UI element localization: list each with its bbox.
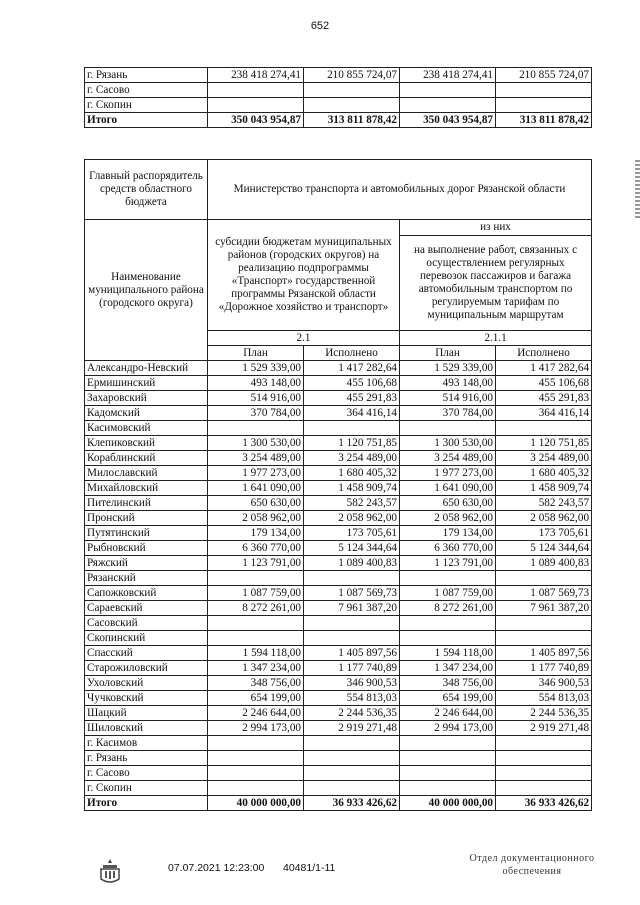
done-value-cell: 36 933 426,62 xyxy=(496,796,592,811)
done-value-cell: 3 254 489,00 xyxy=(304,451,400,466)
done-value-cell: 7 961 387,20 xyxy=(304,601,400,616)
plan-value-cell: 179 134,00 xyxy=(208,526,304,541)
district-name-cell: г. Скопин xyxy=(85,781,208,796)
district-name-cell: г. Сасово xyxy=(85,766,208,781)
done-value-cell: 1 417 282,64 xyxy=(304,361,400,376)
plan-value-cell: 650 630,00 xyxy=(208,496,304,511)
table-row xyxy=(85,406,592,421)
plan-value-cell: 350 043 954,87 xyxy=(208,113,304,128)
done-header: Исполнено xyxy=(304,346,400,361)
plan-value-cell: 3 254 489,00 xyxy=(208,451,304,466)
plan-value-cell: 370 784,00 xyxy=(400,406,496,421)
plan-value-cell: 2 994 173,00 xyxy=(400,721,496,736)
done-value-cell: 582 243,57 xyxy=(496,496,592,511)
table-row xyxy=(85,436,592,451)
district-name-cell: г. Касимов xyxy=(85,736,208,751)
table-row xyxy=(85,781,592,796)
footer-doc-number: 40481/1-11 xyxy=(283,862,336,874)
done-value-cell: 7 961 387,20 xyxy=(496,601,592,616)
done-value-cell: 2 244 536,35 xyxy=(496,706,592,721)
done-value-cell: 1 087 569,73 xyxy=(304,586,400,601)
done-value-cell: 1 458 909,74 xyxy=(496,481,592,496)
district-name-cell: Сапожковский xyxy=(85,586,208,601)
done-value-cell: 346 900,53 xyxy=(496,676,592,691)
done-value-cell: 1 405 897,56 xyxy=(304,646,400,661)
scan-edge-mark xyxy=(635,160,640,220)
done-value-cell: 582 243,57 xyxy=(304,496,400,511)
plan-value-cell: 40 000 000,00 xyxy=(208,796,304,811)
plan-value-cell: 2 058 962,00 xyxy=(400,511,496,526)
admin-value: Министерство транспорта и автомобильных дорог Рязанской области xyxy=(208,160,592,220)
done-value-cell: 5 124 344,64 xyxy=(304,541,400,556)
district-name-cell: Итого xyxy=(85,796,208,811)
plan-value-cell: 1 641 090,00 xyxy=(400,481,496,496)
done-value-cell: 554 813,03 xyxy=(304,691,400,706)
table-row xyxy=(85,391,592,406)
plan-value-cell xyxy=(400,781,496,796)
table-row xyxy=(85,706,592,721)
done-value-cell: 1 680 405,32 xyxy=(304,466,400,481)
plan-value-cell: 2 246 644,00 xyxy=(208,706,304,721)
plan-value-cell xyxy=(208,98,304,113)
code-2-1-1: 2.1.1 xyxy=(400,331,592,346)
plan-value-cell: 179 134,00 xyxy=(400,526,496,541)
done-value-cell xyxy=(304,631,400,646)
plan-value-cell: 1 529 339,00 xyxy=(400,361,496,376)
plan-value-cell: 1 977 273,00 xyxy=(400,466,496,481)
done-value-cell xyxy=(304,571,400,586)
table-row xyxy=(85,496,592,511)
done-value-cell xyxy=(496,83,592,98)
plan-value-cell xyxy=(400,421,496,436)
plan-value-cell: 1 123 791,00 xyxy=(400,556,496,571)
district-name-cell: Захаровский xyxy=(85,391,208,406)
district-name-cell: Итого xyxy=(85,113,208,128)
plan-value-cell: 348 756,00 xyxy=(400,676,496,691)
plan-value-cell: 2 994 173,00 xyxy=(208,721,304,736)
plan-value-cell xyxy=(400,98,496,113)
table-row xyxy=(85,83,592,98)
district-name-cell: Клепиковский xyxy=(85,436,208,451)
table-row xyxy=(85,98,592,113)
done-value-cell: 455 291,83 xyxy=(496,391,592,406)
plan-value-cell xyxy=(208,766,304,781)
plan-value-cell: 1 347 234,00 xyxy=(400,661,496,676)
district-name-cell: Александро-Невский xyxy=(85,361,208,376)
table-row xyxy=(85,571,592,586)
done-value-cell: 1 120 751,85 xyxy=(496,436,592,451)
done-value-cell xyxy=(496,571,592,586)
table-row xyxy=(85,766,592,781)
table-row xyxy=(85,376,592,391)
plan-value-cell: 654 199,00 xyxy=(208,691,304,706)
district-name-cell: г. Рязань xyxy=(85,68,208,83)
district-name-cell: Касимовский xyxy=(85,421,208,436)
district-name-cell: Рязанский xyxy=(85,571,208,586)
plan-value-cell: 1 529 339,00 xyxy=(208,361,304,376)
plan-value-cell: 1 347 234,00 xyxy=(208,661,304,676)
stamp-line-1: Отдел документационного xyxy=(469,853,595,864)
footer-datetime: 07.07.2021 12:23:00 xyxy=(168,862,265,874)
done-value-cell: 36 933 426,62 xyxy=(304,796,400,811)
plan-header: План xyxy=(400,346,496,361)
plan-value-cell: 493 148,00 xyxy=(400,376,496,391)
district-name-cell: Шацкий xyxy=(85,706,208,721)
plan-value-cell: 370 784,00 xyxy=(208,406,304,421)
plan-value-cell: 3 254 489,00 xyxy=(400,451,496,466)
district-name-cell: г. Рязань xyxy=(85,751,208,766)
done-value-cell: 1 680 405,32 xyxy=(496,466,592,481)
district-name-cell: Скопинский xyxy=(85,631,208,646)
plan-value-cell: 348 756,00 xyxy=(208,676,304,691)
page-number: 652 xyxy=(310,20,330,32)
plan-value-cell xyxy=(400,766,496,781)
done-value-cell: 2 058 962,00 xyxy=(304,511,400,526)
done-value-cell: 173 705,61 xyxy=(496,526,592,541)
district-name-cell: Пронский xyxy=(85,511,208,526)
plan-value-cell: 8 272 261,00 xyxy=(208,601,304,616)
table-row xyxy=(85,661,592,676)
plan-value-cell xyxy=(208,571,304,586)
district-label: Наименование муниципального района (городского округа) xyxy=(85,220,208,361)
plan-value-cell: 1 594 118,00 xyxy=(400,646,496,661)
done-value-cell xyxy=(304,781,400,796)
plan-value-cell xyxy=(208,631,304,646)
district-name-cell: Рыбновский xyxy=(85,541,208,556)
plan-value-cell: 1 123 791,00 xyxy=(208,556,304,571)
table-row xyxy=(85,721,592,736)
district-name-cell: Ермишинский xyxy=(85,376,208,391)
plan-value-cell: 1 594 118,00 xyxy=(208,646,304,661)
plan-value-cell xyxy=(400,571,496,586)
admin-label: Главный распорядитель средств областного бюджета xyxy=(85,160,208,220)
done-value-cell: 210 855 724,07 xyxy=(304,68,400,83)
plan-value-cell: 350 043 954,87 xyxy=(400,113,496,128)
district-name-cell: Старожиловский xyxy=(85,661,208,676)
done-value-cell xyxy=(304,766,400,781)
done-value-cell: 2 919 271,48 xyxy=(496,721,592,736)
plan-value-cell: 1 977 273,00 xyxy=(208,466,304,481)
done-value-cell xyxy=(496,751,592,766)
done-value-cell xyxy=(304,421,400,436)
table-row xyxy=(85,466,592,481)
plan-value-cell: 238 418 274,41 xyxy=(208,68,304,83)
district-name-cell: г. Сасово xyxy=(85,83,208,98)
plan-value-cell: 238 418 274,41 xyxy=(400,68,496,83)
done-value-cell: 1 089 400,83 xyxy=(304,556,400,571)
plan-value-cell xyxy=(400,736,496,751)
table-row xyxy=(85,691,592,706)
done-value-cell: 1 458 909,74 xyxy=(304,481,400,496)
plan-value-cell: 1 087 759,00 xyxy=(208,586,304,601)
done-value-cell: 1 405 897,56 xyxy=(496,646,592,661)
district-name-cell: Чучковский xyxy=(85,691,208,706)
done-value-cell xyxy=(496,616,592,631)
plan-value-cell: 1 641 090,00 xyxy=(208,481,304,496)
table-row xyxy=(85,736,592,751)
plan-value-cell: 2 058 962,00 xyxy=(208,511,304,526)
done-value-cell xyxy=(304,736,400,751)
done-value-cell xyxy=(304,83,400,98)
done-value-cell: 1 120 751,85 xyxy=(304,436,400,451)
plan-value-cell: 1 300 530,00 xyxy=(208,436,304,451)
district-name-cell: Путятинский xyxy=(85,526,208,541)
plan-value-cell: 514 916,00 xyxy=(400,391,496,406)
table-row xyxy=(85,631,592,646)
district-name-cell: Кадомский xyxy=(85,406,208,421)
table-row xyxy=(85,526,592,541)
of-which-label: из них xyxy=(400,220,592,236)
plan-value-cell: 654 199,00 xyxy=(400,691,496,706)
done-value-cell: 455 106,68 xyxy=(304,376,400,391)
done-value-cell: 554 813,03 xyxy=(496,691,592,706)
done-header: Исполнено xyxy=(496,346,592,361)
table-row xyxy=(85,68,592,83)
plan-value-cell xyxy=(400,83,496,98)
done-value-cell xyxy=(496,781,592,796)
done-value-cell xyxy=(304,751,400,766)
stamp-line-2: обеспечения xyxy=(502,866,562,877)
plan-value-cell: 40 000 000,00 xyxy=(400,796,496,811)
district-name-cell: Милославский xyxy=(85,466,208,481)
table-row xyxy=(85,541,592,556)
district-name-cell: Михайловский xyxy=(85,481,208,496)
district-name-cell: Ухоловский xyxy=(85,676,208,691)
table-row xyxy=(85,616,592,631)
total-row xyxy=(85,113,592,128)
district-name-cell: г. Скопин xyxy=(85,98,208,113)
table-row xyxy=(85,421,592,436)
done-value-cell xyxy=(496,98,592,113)
plan-value-cell: 1 087 759,00 xyxy=(400,586,496,601)
done-value-cell: 5 124 344,64 xyxy=(496,541,592,556)
total-row xyxy=(85,796,592,811)
district-name-cell: Шиловский xyxy=(85,721,208,736)
table-row xyxy=(85,751,592,766)
department-stamp xyxy=(462,852,602,878)
plan-value-cell xyxy=(208,781,304,796)
district-name-cell: Спасский xyxy=(85,646,208,661)
plan-value-cell xyxy=(400,631,496,646)
done-value-cell: 364 416,14 xyxy=(304,406,400,421)
subsidy-label: субсидии бюджетам муниципальных районов (городских округов) на реализацию подпрограммы «Транспорт» государственной программы Рязанской области «Дорожное хозяйство и транспорт» xyxy=(208,220,400,331)
district-name-cell: Ряжский xyxy=(85,556,208,571)
table-row xyxy=(85,451,592,466)
plan-value-cell: 1 300 530,00 xyxy=(400,436,496,451)
done-value-cell: 2 058 962,00 xyxy=(496,511,592,526)
table-row xyxy=(85,586,592,601)
coat-of-arms-icon xyxy=(97,857,123,887)
plan-value-cell: 493 148,00 xyxy=(208,376,304,391)
done-value-cell: 173 705,61 xyxy=(304,526,400,541)
done-value-cell: 3 254 489,00 xyxy=(496,451,592,466)
table-row xyxy=(85,481,592,496)
plan-value-cell xyxy=(400,751,496,766)
plan-value-cell: 514 916,00 xyxy=(208,391,304,406)
done-value-cell xyxy=(496,421,592,436)
district-name-cell: Сасовский xyxy=(85,616,208,631)
done-value-cell xyxy=(304,98,400,113)
plan-value-cell: 6 360 770,00 xyxy=(208,541,304,556)
done-value-cell xyxy=(496,631,592,646)
table-row xyxy=(85,601,592,616)
summary-table-top xyxy=(84,67,592,128)
done-value-cell: 1 177 740,89 xyxy=(496,661,592,676)
plan-value-cell xyxy=(400,616,496,631)
district-name-cell: Сараевский xyxy=(85,601,208,616)
table-row xyxy=(85,361,592,376)
done-value-cell: 346 900,53 xyxy=(304,676,400,691)
done-value-cell xyxy=(304,616,400,631)
done-value-cell: 2 244 536,35 xyxy=(304,706,400,721)
done-value-cell: 364 416,14 xyxy=(496,406,592,421)
done-value-cell: 1 089 400,83 xyxy=(496,556,592,571)
plan-value-cell: 650 630,00 xyxy=(400,496,496,511)
done-value-cell: 455 106,68 xyxy=(496,376,592,391)
table-row xyxy=(85,556,592,571)
done-value-cell: 2 919 271,48 xyxy=(304,721,400,736)
subsidy-table xyxy=(84,159,592,811)
plan-value-cell xyxy=(208,616,304,631)
done-value-cell: 313 811 878,42 xyxy=(304,113,400,128)
done-value-cell: 210 855 724,07 xyxy=(496,68,592,83)
done-value-cell xyxy=(496,736,592,751)
plan-value-cell xyxy=(208,751,304,766)
district-name-cell: Пителинский xyxy=(85,496,208,511)
plan-value-cell: 8 272 261,00 xyxy=(400,601,496,616)
table-row xyxy=(85,511,592,526)
works-label: на выполнение работ, связанных с осуществлением регулярных перевозок пассажиров и багажа автомобильным транспортом по регулируемым тарифам по муниципальным маршрутам xyxy=(400,235,592,330)
district-name-cell: Кораблинский xyxy=(85,451,208,466)
done-value-cell: 1 087 569,73 xyxy=(496,586,592,601)
plan-value-cell: 6 360 770,00 xyxy=(400,541,496,556)
code-2-1: 2.1 xyxy=(208,331,400,346)
done-value-cell xyxy=(496,766,592,781)
done-value-cell: 1 417 282,64 xyxy=(496,361,592,376)
table-row xyxy=(85,676,592,691)
done-value-cell: 313 811 878,42 xyxy=(496,113,592,128)
done-value-cell: 455 291,83 xyxy=(304,391,400,406)
plan-value-cell xyxy=(208,736,304,751)
plan-value-cell xyxy=(208,83,304,98)
plan-header: План xyxy=(208,346,304,361)
plan-value-cell xyxy=(208,421,304,436)
table-row xyxy=(85,646,592,661)
done-value-cell: 1 177 740,89 xyxy=(304,661,400,676)
plan-value-cell: 2 246 644,00 xyxy=(400,706,496,721)
